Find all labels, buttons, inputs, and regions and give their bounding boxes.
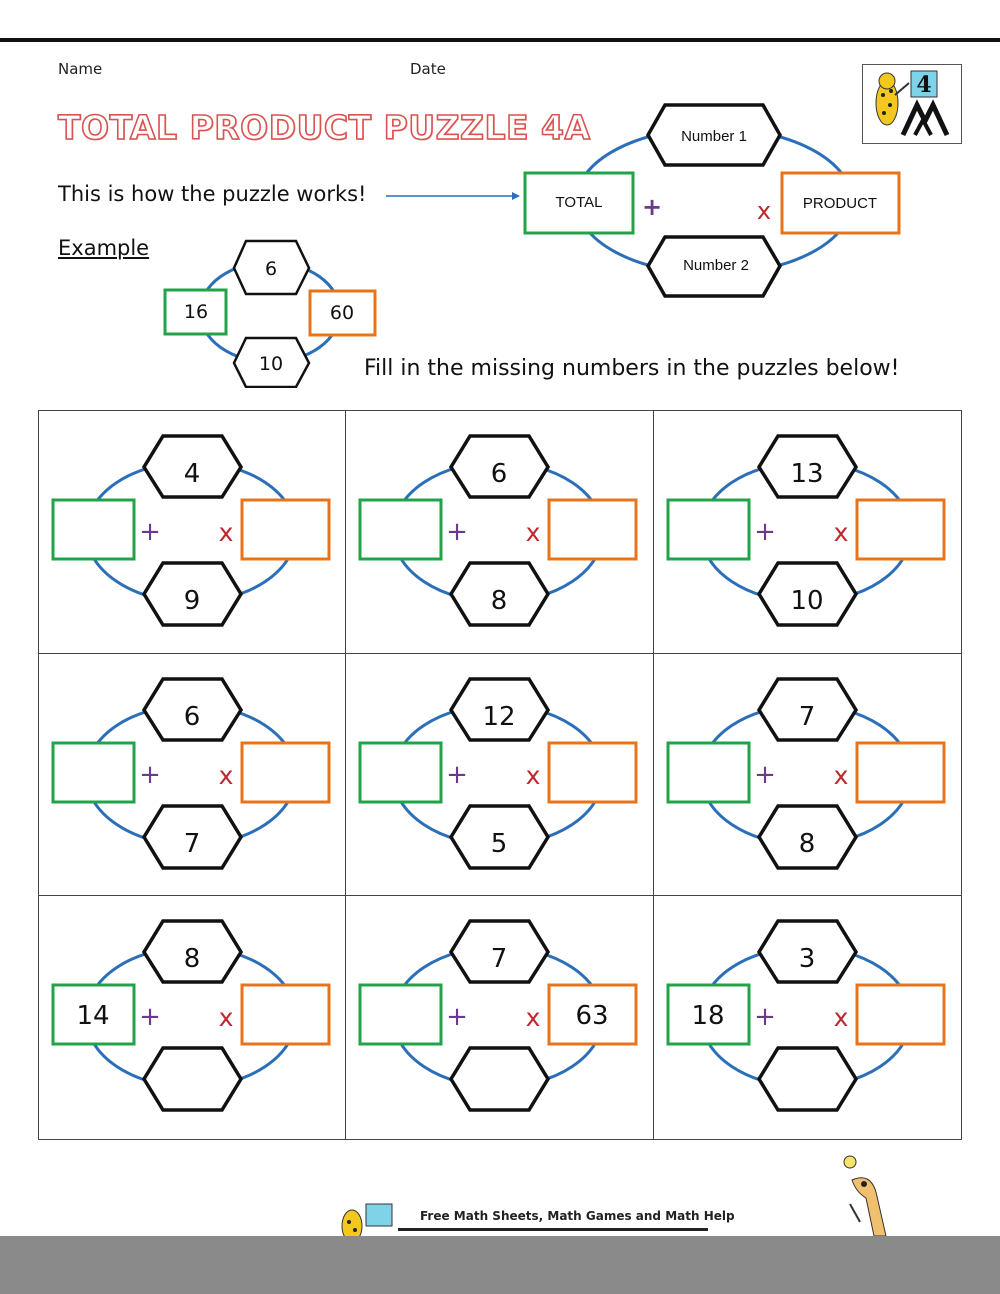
number2-hex[interactable] [759, 1048, 856, 1110]
times-sign: x [833, 518, 849, 547]
puzzle-cell [39, 896, 346, 1139]
explainer-number1-label: Number 1 [681, 128, 747, 145]
number1-value: 3 [798, 944, 815, 975]
product-box[interactable] [857, 985, 944, 1044]
example-product: 60 [329, 302, 355, 324]
total-box[interactable] [360, 743, 441, 802]
footer-bar [0, 1236, 1000, 1294]
plus-sign: + [446, 517, 469, 547]
puzzle-cell [39, 654, 346, 897]
plus-sign: + [139, 1002, 161, 1033]
plus-sign: + [139, 517, 161, 547]
plus-sign: + [446, 759, 469, 790]
puzzle-diagram [346, 654, 653, 897]
puzzle-diagram [346, 896, 653, 1139]
top-rule [0, 38, 1000, 42]
product-box[interactable] [857, 500, 944, 559]
number2-hex[interactable] [451, 1048, 548, 1110]
explainer-number2-label: Number 2 [683, 257, 749, 274]
example-diagram [160, 236, 380, 388]
puzzle-diagram [654, 654, 961, 897]
puzzle-cell [39, 411, 346, 654]
times-sign: x [833, 1003, 849, 1033]
puzzle-diagram [346, 411, 653, 654]
page-title: TOTAL PRODUCT PUZZLE 4A [58, 108, 591, 147]
fill-instruction: Fill in the missing numbers in the puzzles below! [364, 356, 900, 381]
puzzle-grid [38, 410, 962, 1140]
number2-value: 10 [790, 586, 824, 616]
plus-sign: + [446, 1002, 469, 1033]
number1-value: 6 [491, 459, 508, 489]
total-box[interactable] [360, 985, 441, 1044]
total-box[interactable] [53, 743, 134, 802]
puzzle-cell [346, 896, 653, 1139]
product-box[interactable] [857, 743, 944, 802]
product-value: 63 [575, 1001, 609, 1032]
puzzle-diagram [654, 411, 961, 654]
name-label: Name [58, 60, 103, 78]
arrow-right-icon [386, 191, 521, 201]
number1-value: 6 [183, 701, 201, 732]
explainer-times: x [756, 197, 772, 225]
explainer-diagram [518, 98, 908, 308]
example-number2: 10 [258, 353, 284, 375]
times-sign: x [218, 518, 234, 547]
number1-value: 13 [790, 459, 824, 489]
number1-value: 8 [183, 944, 201, 975]
explainer-total-label: TOTAL [555, 194, 603, 211]
times-sign: x [525, 760, 541, 790]
explainer-plus: + [641, 193, 663, 221]
giraffe-icon [830, 1152, 910, 1236]
plus-sign: + [139, 759, 161, 790]
product-box[interactable] [549, 743, 636, 802]
plus-sign: + [753, 759, 776, 790]
number1-value: 7 [798, 701, 815, 732]
number2-value: 5 [491, 828, 508, 859]
total-box[interactable] [668, 500, 749, 559]
example-total: 16 [183, 301, 209, 323]
puzzle-cell [654, 654, 961, 897]
plus-sign: + [753, 517, 776, 547]
times-sign: x [833, 760, 849, 790]
puzzle-diagram [39, 896, 346, 1139]
date-label: Date [410, 60, 446, 78]
explainer-product-label: PRODUCT [802, 195, 878, 212]
total-value: 14 [76, 1001, 110, 1032]
number2-value: 9 [183, 586, 201, 616]
total-box[interactable] [668, 743, 749, 802]
puzzle-cell [654, 896, 961, 1139]
product-box[interactable] [549, 500, 636, 559]
times-sign: x [525, 518, 541, 547]
number1-value: 12 [482, 701, 516, 732]
product-box[interactable] [242, 500, 329, 559]
number2-value: 7 [183, 828, 201, 859]
number2-value: 8 [491, 586, 508, 616]
footer-logo-icon [334, 1200, 396, 1240]
number1-value: 7 [491, 944, 508, 975]
plus-sign: + [753, 1002, 776, 1033]
puzzle-cell [346, 411, 653, 654]
times-sign: x [525, 1003, 541, 1033]
number2-hex[interactable] [144, 1048, 241, 1110]
example-number1: 6 [264, 258, 278, 280]
puzzle-diagram [39, 654, 346, 897]
total-box[interactable] [53, 500, 134, 559]
number1-value: 4 [183, 459, 201, 489]
total-value: 18 [691, 1001, 725, 1032]
intro-text: This is how the puzzle works! [58, 182, 367, 206]
product-box[interactable] [242, 985, 329, 1044]
footer-tagline: Free Math Sheets, Math Games and Math Help [420, 1209, 735, 1223]
product-box[interactable] [242, 743, 329, 802]
puzzle-diagram [654, 896, 961, 1139]
puzzle-cell [346, 654, 653, 897]
puzzle-cell [654, 411, 961, 654]
times-sign: x [218, 1003, 234, 1033]
number2-value: 8 [798, 828, 815, 859]
footer-rule [398, 1228, 708, 1231]
example-label: Example [58, 236, 150, 260]
puzzle-diagram [39, 411, 346, 654]
total-box[interactable] [360, 500, 441, 559]
times-sign: x [218, 760, 234, 790]
logo-grade: 4 [916, 72, 932, 98]
